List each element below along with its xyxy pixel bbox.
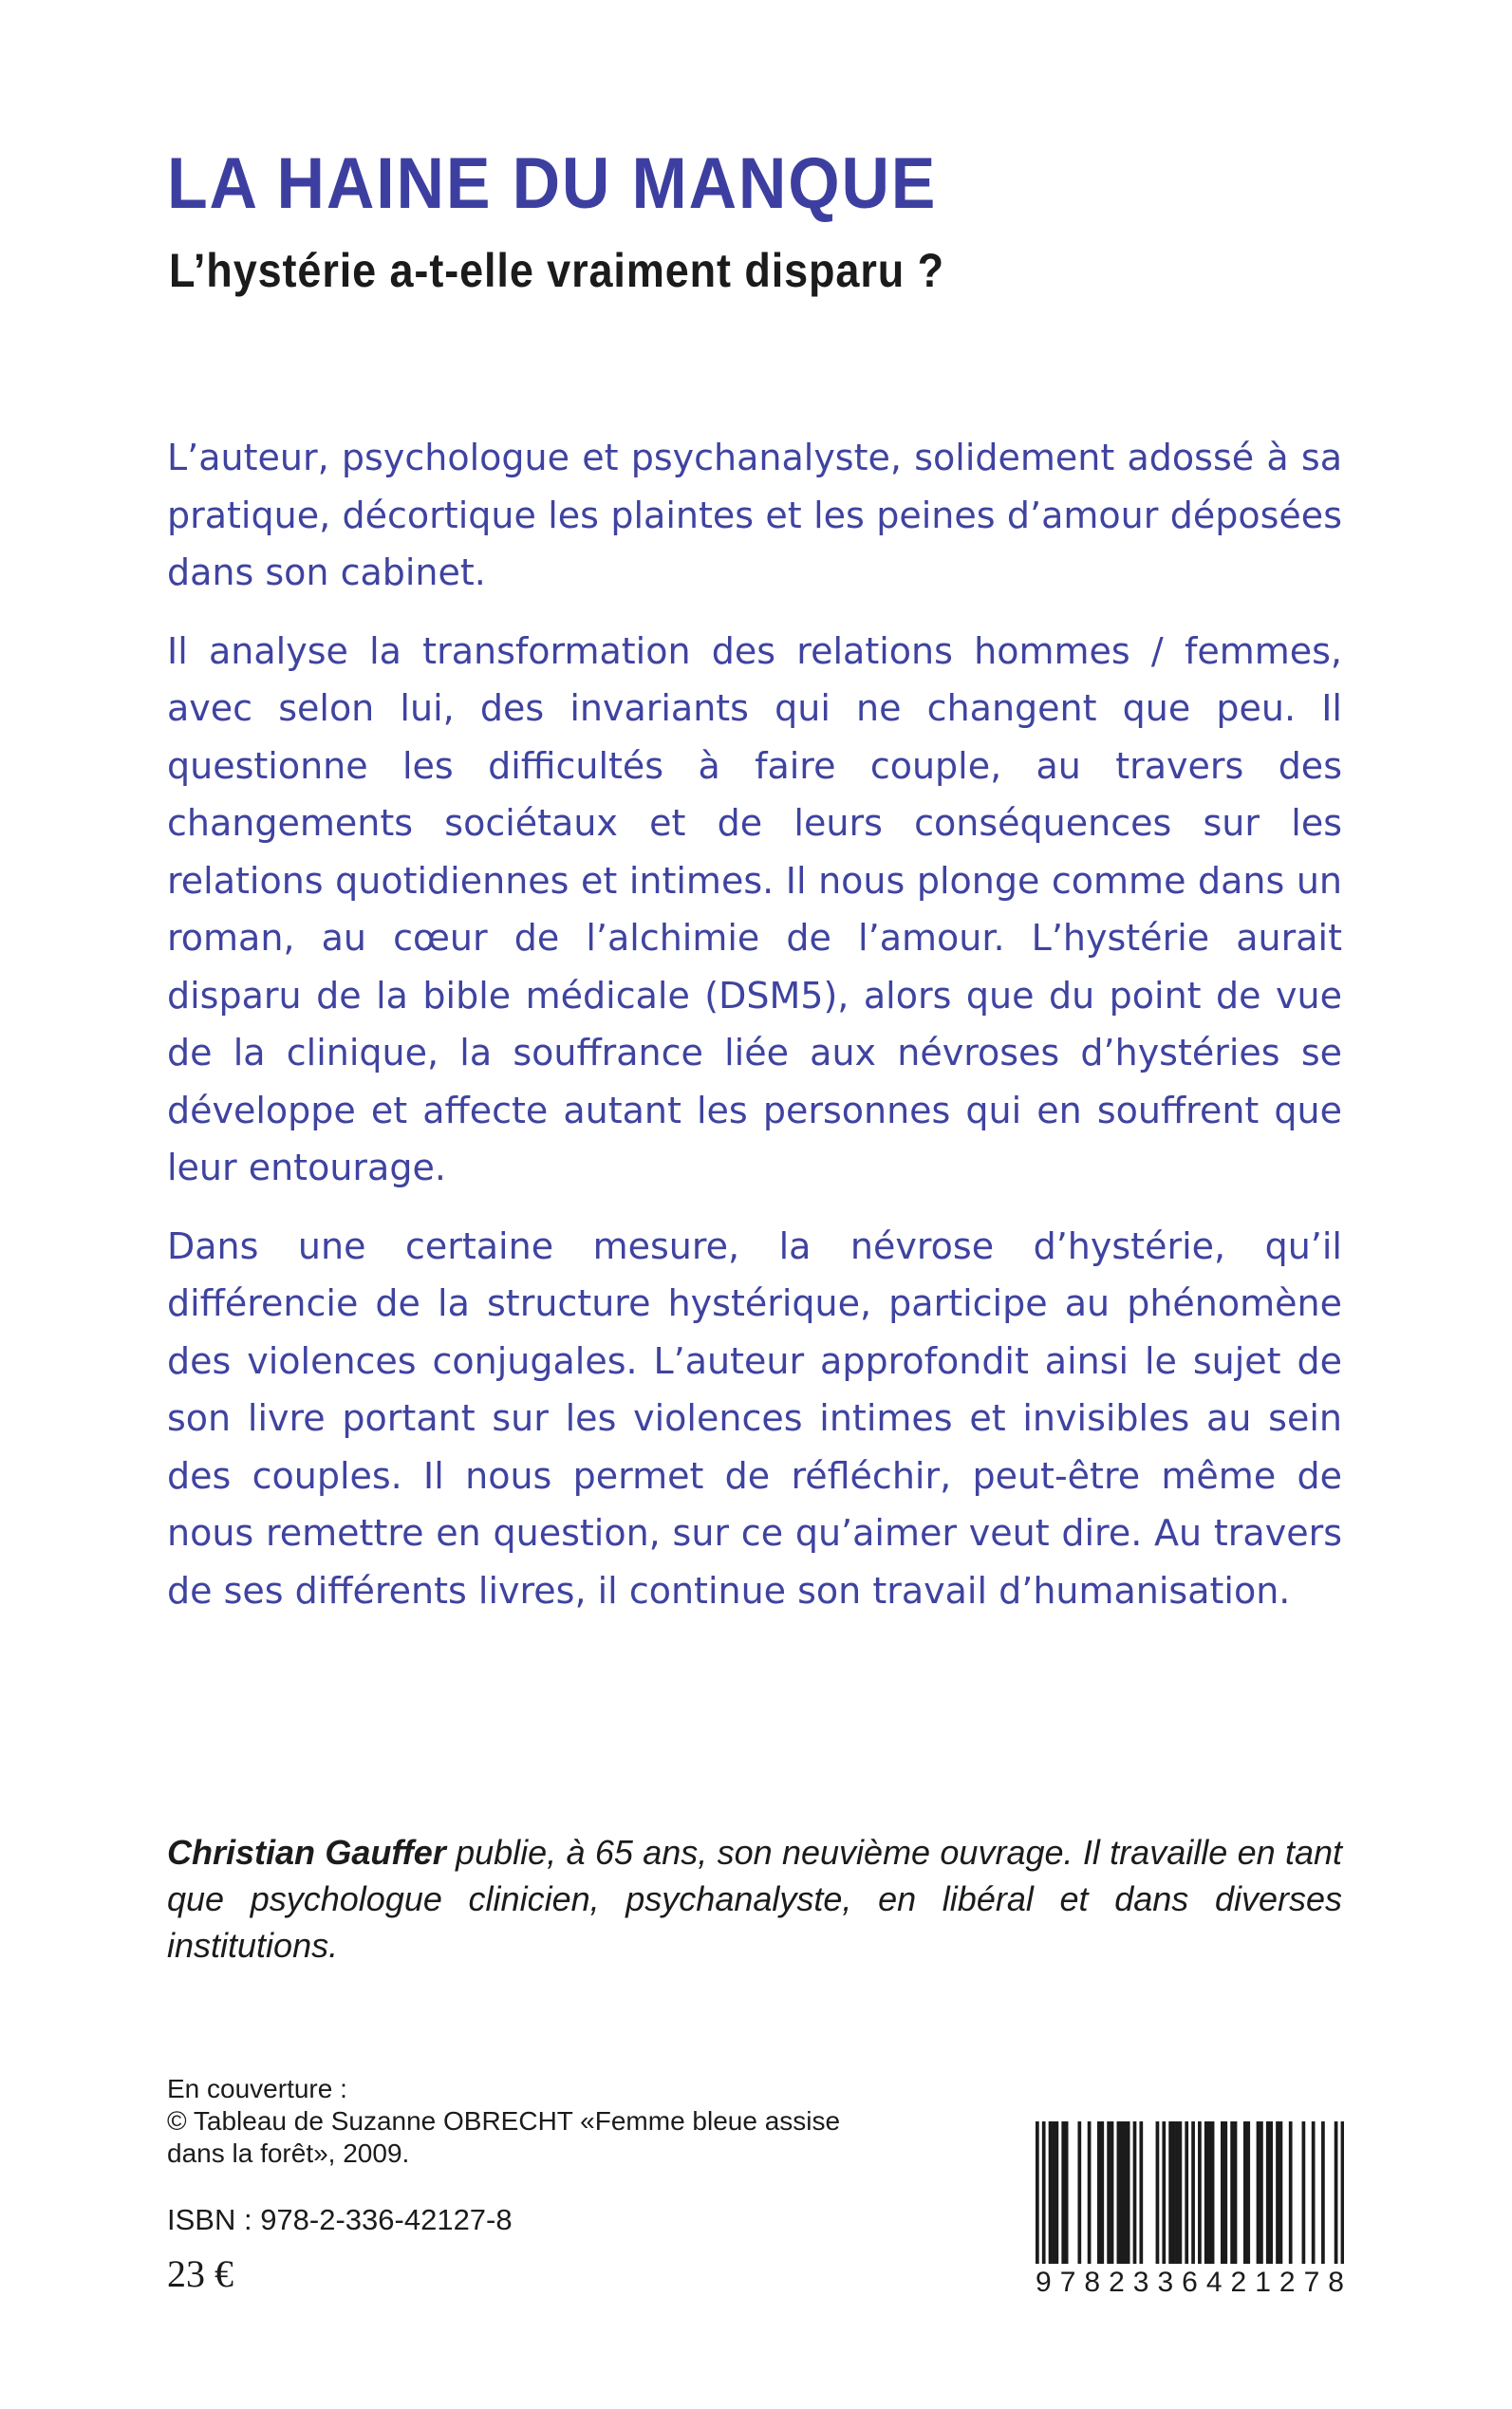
barcode-bar [1123, 2121, 1127, 2264]
barcode-digit: 4 [1205, 2267, 1223, 2298]
barcode-bar [1052, 2121, 1055, 2264]
cover-credits [167, 2073, 907, 2170]
barcode-digit: 8 [1328, 2267, 1344, 2298]
barcode-digit: 3 [1132, 2267, 1149, 2298]
price: 23 € [167, 2252, 233, 2295]
barcode-bar [1111, 2121, 1114, 2264]
barcode-bar [1097, 2121, 1101, 2264]
barcode-bar [1276, 2121, 1279, 2264]
author-name: Christian Gauffer [167, 1833, 446, 1872]
barcode-bar [1260, 2121, 1263, 2264]
barcode-bar [1246, 2121, 1250, 2264]
barcode-bar [1257, 2121, 1260, 2264]
barcode-bar [1162, 2121, 1166, 2264]
book-title: LA HAINE DU MANQUE [167, 143, 938, 224]
barcode-bar [1156, 2121, 1160, 2264]
barcode-digit: 2 [1109, 2267, 1125, 2298]
barcode-bar [1204, 2121, 1208, 2264]
summary-text [167, 429, 1342, 1640]
barcode-bar [1107, 2121, 1111, 2264]
barcode-bar [1175, 2121, 1179, 2264]
barcode-bars [1036, 2121, 1344, 2264]
credits-heading: En couverture : [167, 2074, 347, 2103]
barcode-bar [1230, 2121, 1234, 2264]
barcode-bar [1321, 2121, 1325, 2264]
barcode-bar [1172, 2121, 1176, 2264]
barcode-bar [1049, 2121, 1053, 2264]
barcode-bar [1243, 2121, 1247, 2264]
barcode-digit: 7 [1303, 2267, 1320, 2298]
barcode-digit: 3 [1157, 2267, 1174, 2298]
barcode-bar [1234, 2121, 1238, 2264]
barcode-digit: 2 [1279, 2267, 1296, 2298]
barcode-bar [1335, 2121, 1338, 2264]
credits-line: dans la forêt», 2009. [167, 2138, 410, 2168]
barcode-bar [1055, 2121, 1059, 2264]
summary-paragraph: L’auteur, psychologue et psychanalyste, solidement adossé à sa pratique, décortique les plaintes et les peines d’amour déposées dans son cabinet. [167, 437, 1342, 593]
barcode-bar [1127, 2121, 1130, 2264]
barcode-bar [1179, 2121, 1183, 2264]
barcode-bar [1211, 2121, 1215, 2264]
barcode-bar [1302, 2121, 1306, 2264]
barcode-bar [1036, 2121, 1039, 2264]
barcode-bar [1341, 2121, 1344, 2264]
barcode-bar [1266, 2121, 1270, 2264]
barcode-bar [1185, 2121, 1188, 2264]
barcode-bar [1289, 2121, 1293, 2264]
barcode-bar [1269, 2121, 1273, 2264]
barcode-bar [1279, 2121, 1283, 2264]
author-bio [167, 1829, 1342, 1969]
barcode-digit: 8 [1084, 2267, 1101, 2298]
barcode-digit: 2 [1230, 2267, 1247, 2298]
barcode-bar [1223, 2121, 1227, 2264]
barcode-bar [1065, 2121, 1069, 2264]
barcode-digit: 6 [1182, 2267, 1198, 2298]
barcode-bar [1139, 2121, 1143, 2264]
barcode-bar [1191, 2121, 1195, 2264]
barcode-bar [1088, 2121, 1092, 2264]
barcode-bar [1221, 2121, 1224, 2264]
summary-paragraph: Il analyse la transformation des relations hommes / femmes, avec selon lui, des invariants qui ne changent que peu. Il questionne les difficultés à faire couple, au travers des changements sociétaux et de leurs conséquences sur les relations quotidiennes et intimes. Il nous plonge comme dans un roman, au cœur de l’alchimie de l’amour. L’hystérie aurait disparu de la bible médicale (DSM5), alors que du point de vue de la clinique, la souffrance liée aux névroses d’hystéries se développe et affecte autant les personnes qui en souffrent que leur entourage. [167, 629, 1342, 1188]
isbn: ISBN : 978-2-336-42127-8 [167, 2203, 513, 2236]
barcode-digits [1036, 2267, 1344, 2299]
barcode-digit: 7 [1059, 2267, 1076, 2298]
barcode-bar [1168, 2121, 1172, 2264]
barcode-digit: 1 [1255, 2267, 1271, 2298]
barcode-bar [1117, 2121, 1121, 2264]
barcode-bar [1077, 2121, 1081, 2264]
credits-line: © Tableau de Suzanne OBRECHT «Femme bleue assise [167, 2106, 841, 2136]
author-bio-text: publie, à 65 ans, son neuvième ouvrage. Il travaille en tant que psychologue clinicien, psychanalyste, en libéral et dans diverses institutions. [167, 1833, 1342, 1965]
barcode-bar [1312, 2121, 1316, 2264]
barcode-bar [1120, 2121, 1124, 2264]
barcode-bar [1100, 2121, 1104, 2264]
barcode-bar [1042, 2121, 1046, 2264]
barcode-bar [1207, 2121, 1211, 2264]
barcode-bar [1198, 2121, 1202, 2264]
barcode-bar [1061, 2121, 1065, 2264]
barcode-bar [1133, 2121, 1137, 2264]
book-subtitle: L’hystérie a-t-elle vraiment disparu ? [169, 244, 944, 297]
barcode-digit: 9 [1036, 2267, 1052, 2298]
summary-paragraph: Dans une certaine mesure, la névrose d’hystérie, qu’il différencie de la structure hystérique, participe au phénomène des violences conjugales. L’auteur approfondit ainsi le sujet de son livre portant sur les violences intimes et invisibles au sein des couples. Il nous permet de réfléchir, peut-être même de nous remettre en question, sur ce qu’aimer veut dire. Au travers de ses différents livres, il continue son travail d’humanisation. [167, 1224, 1342, 1612]
